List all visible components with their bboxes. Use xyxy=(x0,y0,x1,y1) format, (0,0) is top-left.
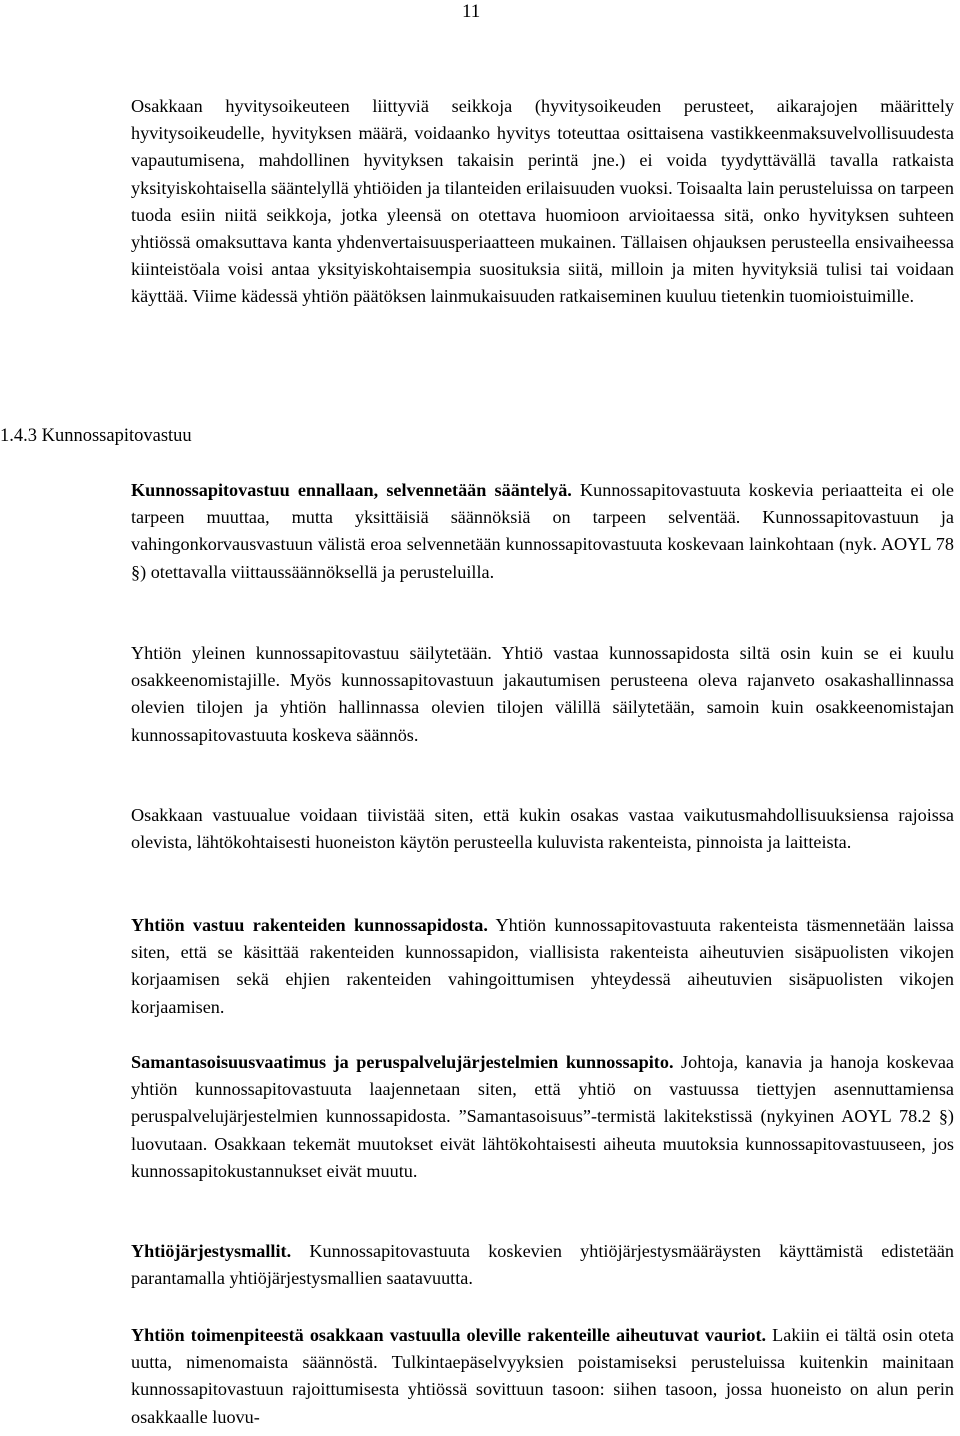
page-number: 11 xyxy=(462,1,481,22)
section-heading: 1.4.3 Kunnossapitovastuu xyxy=(0,426,192,446)
paragraph-lead: Yhtiön vastuu rakenteiden kunnossapidosta. xyxy=(131,915,488,935)
paragraph-shareholder-area xyxy=(131,802,954,856)
paragraph-general-responsibility xyxy=(131,640,954,749)
paragraph-text: Osakkaan vastuualue voidaan tiivistää siten, että kukin osakas vastaa vaikutusmahdollisuuksiensa rajoissa olevista, lähtökohtaisesti huoneiston käytön perusteella kuluvista rakenteista, pinnoista ja laitteista. xyxy=(131,805,954,853)
paragraph-lead: Yhtiön toimenpiteestä osakkaan vastuulla oleville rakenteille aiheutuvat vauriot. xyxy=(131,1325,767,1345)
paragraph-text: Yhtiön yleinen kunnossapitovastuu säilytetään. Yhtiö vastaa kunnossapidosta siltä osin kuin se ei kuulu osakkeenomistajille. Myös kunnossapitovastuun jakautumisen perusteena oleva rajanveto osakashallinnassa olevien tilojen ja yhtiön hallinnassa olevien tilojen välillä säilytetään, samoin kuin osakkeenomistajan kunnossapitovastuuta koskeva säännös. xyxy=(131,643,954,745)
paragraph-text: Johtoja, kanavia ja hanoja koskevaa yhtiön kunnossapitovastuuta laajennetaan siten, että yhtiö on vastuussa tiettyjen asennuttamiensa peruspalvelujärjestelmien kunnossapidosta. ”Samantasoisuus”-termistä lakitekstissä (nykyinen AOYL 78.2 §) luovutaan. Osakkaan tekemät muutokset eivät lähtökohtaisesti aiheuta muutoksia kunnossapitovastuuseen, jos kunnossapitokustannukset eivät muutu. xyxy=(131,1052,954,1181)
paragraph-damage-caused xyxy=(131,1322,954,1431)
paragraph-text: Kunnossapitovastuuta koskevia periaatteita ei ole tarpeen muuttaa, mutta yksittäisiä säännöksiä on tarpeen selventää. Kunnossapitovastuun ja vahingonkorvausvastuun välistä eroa selvennetään kunnossapitovastuuta koskevaan lainkohtaan (nyk. AOYL 78 §) otettavalla viittaussäännöksellä ja perusteluilla. xyxy=(131,480,955,582)
paragraph-lead: Samantasoisuusvaatimus ja peruspalvelujärjestelmien kunnossapito. xyxy=(131,1052,674,1072)
paragraph-text: Kunnossapitovastuuta koskevien yhtiöjärjestysmääräysten käyttämistä edistetään parantamalla yhtiöjärjestysmallien saatavuutta. xyxy=(131,1241,954,1289)
paragraph-lead: Yhtiöjärjestysmallit. xyxy=(131,1241,292,1261)
intro-paragraph: Osakkaan hyvitysoikeuteen liittyviä seikkoja (hyvitysoikeuden perusteet, aikarajojen määrittely hyvitysoikeudelle, hyvityksen määrä, voidaanko hyvitys toteuttaa osittaisena vastikkeenmaksuvelvollisuudesta vapautumisena, mahdollinen hyvityksen takaisin perintä jne.) ei voida tyydyttävällä tavalla ratkaista yksityiskohtaisella sääntelyllä yhtiöiden ja tilanteiden erilaisuuden vuoksi. Toisaalta lain perusteluissa on tarpeen tuoda esiin niitä seikkoja, jotka yleensä on otettava huomioon arvioitaessa sitä, onko hyvityksen suhteen yhtiössä omaksuttava kanta yhdenvertaisuusperiaatteen mukainen. Tällaisen ohjauksen perusteella ensivaiheessa kiinteistöala voisi antaa yksityiskohtaisempia suosituksia siitä, milloin ja miten hyvityksiä tulisi tai voidaan käyttää. Viime kädessä yhtiön päätöksen lainmukaisuuden ratkaiseminen kuuluu tietenkin tuomioistuimille. xyxy=(131,96,954,307)
paragraph-maintenance-unchanged xyxy=(131,477,954,586)
paragraph-equivalence-requirement xyxy=(131,1049,954,1185)
paragraph-structures-responsibility xyxy=(131,912,954,1021)
paragraph-text: Yhtiön kunnossapitovastuuta rakenteista täsmennetään laissa siten, että se käsittää rakenteiden kunnossapidon, viallisista rakenteista aiheutuvien sisäpuolisten vikojen korjaamisen sekä ehjien rakenteiden vahingoittumisen yhteydessä aiheutuvien sisäpuolisten vikojen korjaamisen. xyxy=(131,915,954,1017)
paragraph-lead: Kunnossapitovastuu ennallaan, selvennetään sääntelyä. xyxy=(131,480,572,500)
paragraph-text: Lakiin ei tältä osin oteta uutta, nimenomaista säännöstä. Tulkintaepäselvyyksien poistamiseksi perusteluissa kuitenkin mainitaan kunnossapitovastuun rajoittumisesta yhtiössä sovittuun tasoon: siihen tasoon, jossa huoneisto on alun perin osakkaalle luovu- xyxy=(131,1325,954,1427)
paragraph-articles-models xyxy=(131,1238,954,1292)
